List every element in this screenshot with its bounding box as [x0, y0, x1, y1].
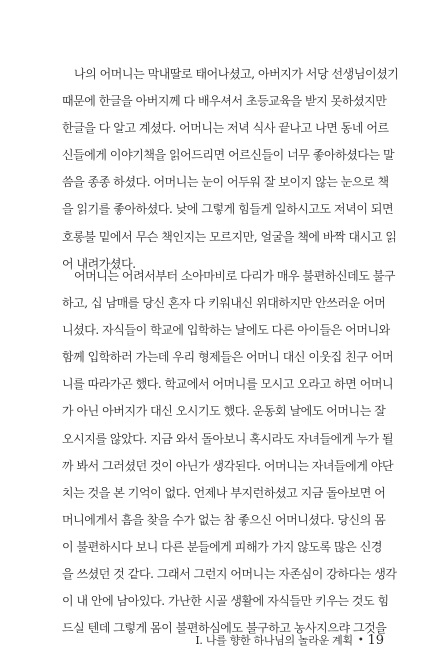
text-line: 신들에게 이야기책을 읽어드리면 어르신들이 너무 좋아하셨다는 말: [62, 148, 395, 163]
text-line: 니셨다. 자식들이 학교에 입학하는 날에도 다른 아이들은 어머니와: [62, 323, 390, 338]
text-line: 어 내려가셨다.: [62, 256, 136, 271]
paragraph-2: [62, 263, 397, 642]
text-line: 을 읽기를 좋아하셨다. 낮에 그렇게 힘들게 일하시고도 저녁이 되면: [62, 202, 394, 217]
text-line: 호롱불 밑에서 무슨 책인지는 모르지만, 얼굴을 책에 바짝 대시고 읽: [62, 229, 397, 244]
text-line: 니를 따라가곤 했다. 학교에서 어머니를 모시고 오라고 하면 어머니: [62, 377, 394, 392]
text-line: 이 불편하시다 보니 다른 분들에게 피해가 가지 않도록 많은 신경: [62, 539, 382, 554]
text-line: 이 내 안에 남아있다. 가난한 시골 생활에 자식들만 키우는 것도 힘: [62, 594, 389, 609]
bullet-separator: •: [357, 635, 364, 646]
text-line: 드실 텐데 그렇게 몸이 불편하심에도 불구하고 농사지으랴 그것을: [62, 621, 387, 636]
page-number: 19: [367, 633, 384, 648]
text-line: 나의 어머니는 막내딸로 태어나셨고, 아버지가 서당 선생님이셨기: [74, 67, 399, 81]
text-line: 함께 입학하러 가는데 우리 형제들은 어머니 대신 이웃집 친구 어머: [62, 350, 394, 365]
text-line: 치는 것을 본 기억이 없다. 언제나 부지런하셨고 지금 돌아보면 어: [62, 485, 386, 500]
text-line: 머니에게서 흠을 찾을 수가 없는 참 좋으신 어머니셨다. 당신의 몸: [62, 512, 386, 527]
text-line: 오시지를 않았다. 지금 와서 돌아보니 혹시라도 자녀들에게 누가 될: [62, 431, 394, 446]
text-line: 까 봐서 그러셨던 것이 아닌가 생각된다. 어머니는 자녀들에게 야단: [62, 458, 394, 473]
text-line: 어머니는 어려서부터 소아마비로 다리가 매우 불편하신데도 불구: [74, 269, 396, 283]
text-line: 한글을 다 알고 계셨다. 어머니는 저녁 식사 끝나고 나면 동네 어르: [62, 121, 389, 136]
chapter-title: I. 나를 향한 하나님의 놀라운 계획: [195, 634, 353, 647]
text-line: 하고, 십 남매를 당신 혼자 다 키워내신 위대하지만 안쓰러운 어머: [62, 296, 386, 311]
text-line: 씀을 종종 하셨다. 어머니는 눈이 어두워 잘 보이지 않는 눈으로 책: [62, 175, 389, 190]
text-line: 가 아닌 아버지가 대신 오시기도 했다. 운동회 날에도 어머니는 잘: [62, 404, 386, 419]
paragraph-1: [62, 61, 399, 278]
page-footer: [195, 633, 384, 649]
text-line: 을 쓰셨던 것 같다. 그래서 그런지 어머니는 자존심이 강하다는 생각: [62, 567, 397, 582]
text-line: 때문에 한글을 아버지께 다 배우셔서 초등교육을 받지 못하셨지만: [62, 94, 387, 109]
